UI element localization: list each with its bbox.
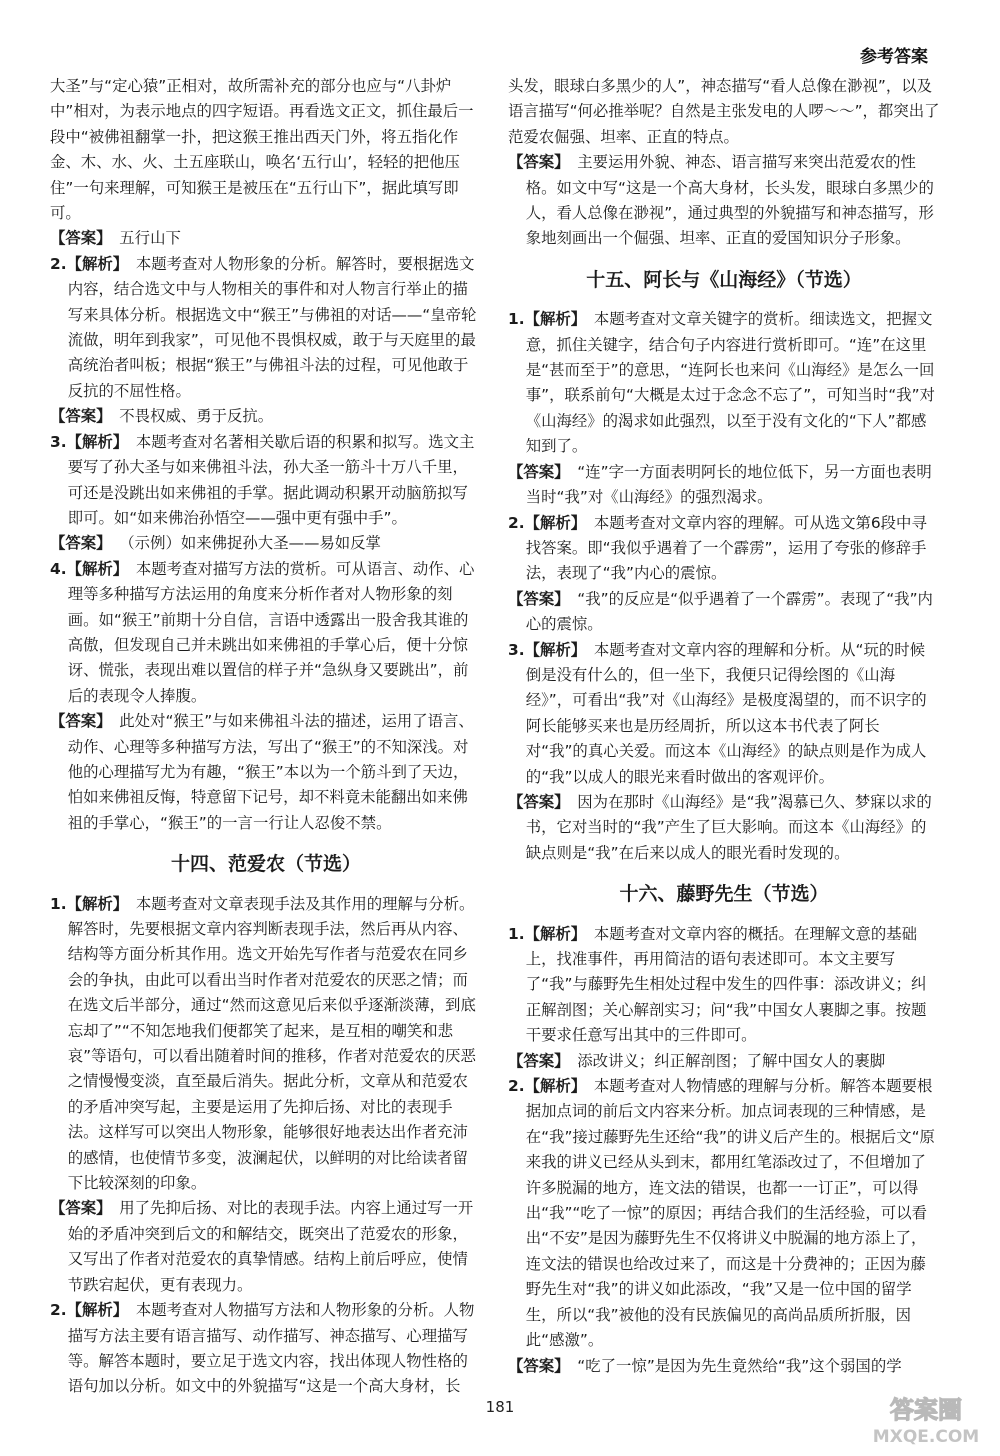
analysis-label: 【解析】 xyxy=(66,894,129,913)
answer-label: 【答案】 xyxy=(50,229,112,248)
answer-block xyxy=(50,430,482,532)
question-number: 1. xyxy=(50,894,67,913)
block-text: 大圣”与“定心猿”正相对，故所需补充的部分也应与“八卦炉中”相对，为表示地点的四字短语。再看选文正文，抓住最后一段中“被佛祖翻掌一扑，把这猴王推出西天门外，将五指化作金、木、水、火、土五座联山，唤名‘五行山’，轻轻的把他压住”一句来理解，可知猴王是被压在“五行山下”，据此填写即可。 xyxy=(50,77,474,223)
answer-block xyxy=(508,638,940,790)
question-number: 2. xyxy=(508,1077,525,1096)
block-text: 五行山下 xyxy=(119,229,181,248)
block-text: 此处对“猴王”与如来佛祖斗法的描述，运用了语言、动作、心理等多种描写方法，写出了“猴王”的不知深浅。对他的心理描写尤为有趣，“猴王”本以为一个筋斗到了天边，怕如来佛祖反悔，特意留下记号，却不料竟未能翻出如来佛祖的手掌心，“猴王”的一言一行让人忍俊不禁。 xyxy=(67,712,474,832)
analysis-label: 【解析】 xyxy=(524,310,587,329)
svg-text:答案圈: 答案圈 xyxy=(890,1396,962,1424)
answer-block xyxy=(508,74,940,150)
page-header-title: 参考答案 xyxy=(860,47,928,67)
block-text: 添改讲义；纠正解剖图；了解中国女人的裹脚 xyxy=(577,1051,886,1070)
block-text: 本题考查对人物情感的理解与分析。解答本题要根据加点词的前后文内容来分析。加点词表现的三种情感，是在“我”接过藤野先生还给“我”的讲义后产生的。根据后文“原来我的讲义已经从头到末，都用红笔添改过了，不但增加了许多脱漏的地方，连文法的错误，也都一一订正”，可以得出“我”“吃了一惊”的原因；再结合我们的生活经验，可以看出“不安”是因为藤野先生不仅将讲义中脱漏的地方添上了，连文法的错误也给改过来了，而这是十分费神的；正因为藤野先生对“我”的讲义如此添改，“我”又是一位中国的留学生，所以“我”被他的没有民族偏见的高尚品质所折服，因此“感激”。 xyxy=(525,1077,935,1350)
answer-block xyxy=(508,587,940,638)
block-text: “吃了一惊”是因为先生竟然给“我”这个弱国的学 xyxy=(577,1356,902,1375)
right-column xyxy=(508,74,940,1379)
answer-block xyxy=(50,557,482,709)
answer-label: 【答案】 xyxy=(50,407,112,426)
answer-block xyxy=(508,1354,940,1379)
answer-label: 【答案】 xyxy=(508,153,570,172)
block-text: 不畏权威、勇于反抗。 xyxy=(119,407,274,426)
answer-block xyxy=(50,709,482,836)
analysis-label: 【解析】 xyxy=(66,254,129,273)
answer-block xyxy=(508,790,940,866)
analysis-label: 【解析】 xyxy=(66,1301,129,1320)
answer-block xyxy=(50,1196,482,1298)
block-text: 本题考查对描写方法的赏析。可从语言、动作、心理等多种描写方法运用的角度来分析作者对人物形象的刻画。如“猴王”前期十分自信，言语中透露出一股舍我其谁的高傲，但发现自己并未跳出如来佛祖的手掌心后，便十分惊讶、慌张，表现出难以置信的样子并“急纵身又要跳出”，前后的表现令人捧腹。 xyxy=(67,559,475,705)
block-text: （示例）如来佛捉孙大圣——易如反掌 xyxy=(119,534,381,553)
page-number: 181 xyxy=(485,1398,515,1416)
answer-label: 【答案】 xyxy=(508,462,570,481)
block-text: 主要运用外貌、神态、语言描写来突出范爱农的性格。如文中写“这是一个高大身材，长头发，眼球白多黑少的人，看人总像在渺视”，通过典型的外貌描写和神态描写，形象地刻画出一个倔强、坦率、正直的爱国知识分子形象。 xyxy=(525,153,934,248)
answer-label: 【答案】 xyxy=(508,1051,570,1070)
question-number: 1. xyxy=(508,310,525,329)
answer-block xyxy=(50,74,482,226)
answer-label: 【答案】 xyxy=(508,589,570,608)
answer-block xyxy=(50,226,482,251)
answer-label: 【答案】 xyxy=(508,792,570,811)
answer-label: 【答案】 xyxy=(50,712,112,731)
svg-text:MXQE.COM: MXQE.COM xyxy=(872,1427,980,1447)
block-text: 本题考查对人物形象的分析。解答时，要根据选文内容，结合选文中与人物相关的事件和对人物言行举止的描写来具体分析。根据选文中“猴王”与佛祖的对话——“皇帝轮流做，明年到我家”，可见他不畏惧权威，敢于与天庭里的最高统治者叫板；根据“猴王”与佛祖斗法的过程，可见他敢于反抗的不屈性格。 xyxy=(67,254,477,400)
question-number: 3. xyxy=(50,432,67,451)
block-text: 本题考查对文章内容的理解。可从选文第6段中寻找答案。即“我似乎遇着了一个霹雳”，运用了夸张的修辞手法，表现了“我”内心的震惊。 xyxy=(525,513,927,583)
answer-block xyxy=(508,1074,940,1353)
question-number: 2. xyxy=(50,1301,67,1320)
answer-block xyxy=(50,892,482,1197)
answer-block xyxy=(508,307,940,459)
answer-block xyxy=(50,531,482,556)
analysis-label: 【解析】 xyxy=(524,513,587,532)
analysis-label: 【解析】 xyxy=(524,1077,587,1096)
answer-block xyxy=(508,460,940,511)
answer-label: 【答案】 xyxy=(508,1356,570,1375)
left-column xyxy=(50,74,482,1400)
block-text: “我”的反应是“似乎遇着了一个霹雳”。表现了“我”内心的震惊。 xyxy=(525,589,933,634)
question-number: 4. xyxy=(50,559,67,578)
question-number: 1. xyxy=(508,924,525,943)
section-title: 十五、阿长与《山海经》（节选） xyxy=(586,268,862,291)
answer-block xyxy=(508,1049,940,1074)
section-title: 十四、范爱农（节选） xyxy=(170,853,361,876)
answer-block xyxy=(508,922,940,1049)
block-text: 本题考查对文章内容的概括。在理解文意的基础上，找准事件，再用简洁的语句表述即可。本文主要写了“我”与藤野先生相处过程中发生的四件事：添改讲义；纠正解剖图；关心解剖实习；问“我”中国女人裹脚之事。按题干要求任意写出其中的三件即可。 xyxy=(525,924,927,1045)
answer-block xyxy=(508,511,940,587)
analysis-label: 【解析】 xyxy=(524,640,587,659)
section-title: 十六、藤野先生（节选） xyxy=(619,883,829,906)
block-text: “连”字一方面表明阿长的地位低下，另一方面也表明当时“我”对《山海经》的强烈渴求。 xyxy=(525,462,932,507)
question-number: 2. xyxy=(50,254,67,273)
analysis-label: 【解析】 xyxy=(66,559,129,578)
block-text: 本题考查对文章表现手法及其作用的理解与分析。解答时，先要根据文章内容判断表现手法，然后再从内容、结构等方面分析其作用。选文开始先写作者与范爱农在同乡会的争执，由此可以看出当时作者对范爱农的厌恶之情；而在选文后半部分，通过“然而这意见后来似乎逐渐淡薄，到底忘却了”“不知怎地我们便都笑了起来，是互相的嘲笑和悲哀”等语句，可以看出随着时间的推移，作者对范爱农的厌恶之情慢慢变淡，直至最后消失。据此分析，文章从和范爱农的矛盾冲突写起，主要是运用了先抑后扬、对比的表现手法。这样写可以突出人物形象，能够很好地表达出作者充沛的感情，也使情节多变，波澜起伏，以鲜明的对比给读者留下比较深刻的印象。 xyxy=(67,894,476,1193)
block-text: 本题考查对文章关键字的赏析。细读选文，把握文意，抓住关键字，结合句子内容进行赏析即可。“连”在这里是“甚而至于”的意思，“连阿长也来问《山海经》是怎么一回事”，联系前句“大概是太过于念念不忘了”，可知当时“我”对《山海经》的渴求如此强烈，以至于没有文化的“下人”都感知到了。 xyxy=(525,310,935,456)
answer-block xyxy=(508,150,940,252)
block-text: 因为在那时《山海经》是“我”渴慕已久、梦寐以求的书，它对当时的“我”产生了巨大影响。而这本《山海经》的缺点则是“我”在后来以成人的眼光看时发现的。 xyxy=(525,792,932,862)
analysis-label: 【解析】 xyxy=(524,924,587,943)
block-text: 本题考查对文章内容的理解和分析。从“玩的时候倒是没有什么的，但一坐下，我便只记得绘图的《山海经》”，可看出“我”对《山海经》是极度渴望的，而不识字的阿长能够买来也是历经周折，所以这本书代表了阿长对“我”的真心关爱。而这本《山海经》的缺点则是作为成人的“我”以成人的眼光来看时做出的客观评价。 xyxy=(525,640,927,786)
block-text: 本题考查对人物描写方法和人物形象的分析。人物描写方法主要有语言描写、动作描写、神态描写、心理描写等。解答本题时，要立足于选文内容，找出体现人物性格的语句加以分析。如文中的外貌描写“这是一个高大身材，长 xyxy=(67,1301,475,1396)
answer-block xyxy=(50,404,482,429)
question-number: 3. xyxy=(508,640,525,659)
question-number: 2. xyxy=(508,513,525,532)
answer-label: 【答案】 xyxy=(50,1199,112,1218)
answer-block xyxy=(50,252,482,404)
watermark-logo xyxy=(856,1390,996,1450)
block-text: 头发，眼球白多黑少的人”，神态描写“看人总像在渺视”，以及语言描写“何必推举呢？自然是主张发电的人啰～～”，都突出了范爱农倔强、坦率、正直的特点。 xyxy=(508,77,940,146)
analysis-label: 【解析】 xyxy=(66,432,129,451)
answer-label: 【答案】 xyxy=(50,534,112,553)
answer-block xyxy=(50,1298,482,1400)
block-text: 本题考查对名著相关歇后语的积累和拟写。选文主要写了孙大圣与如来佛祖斗法，孙大圣一筋斗十万八千里，可还是没跳出如来佛祖的手掌。据此调动积累开动脑筋拟写即可。如“如来佛治孙悟空——强中更有强中手”。 xyxy=(67,432,475,527)
block-text: 用了先抑后扬、对比的表现手法。内容上通过写一开始的矛盾冲突到后文的和解结交，既突出了范爱农的形象，又写出了作者对范爱农的真挚情感。结构上前后呼应，使情节跌宕起伏，更有表现力。 xyxy=(67,1199,474,1294)
